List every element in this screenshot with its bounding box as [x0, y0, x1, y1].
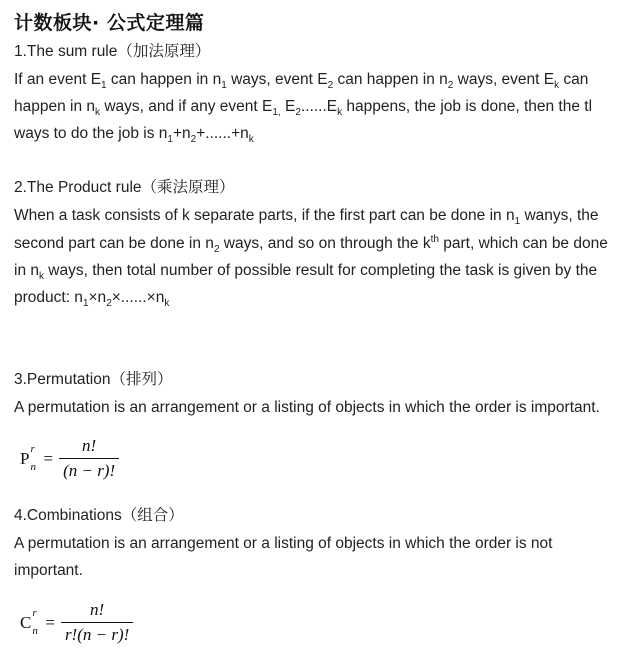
product-rule-line-3: in $n_k$ ways, then total number of possible result for completing the task is given by the	[14, 262, 598, 283]
combinations-line-1: A permutation is an arrangement or a listing of objects in which the order is not	[14, 535, 553, 552]
sum-rule-heading: 1.The sum rule（加法原理）	[14, 43, 211, 60]
combinations-line-2: important.	[14, 562, 83, 579]
permutation-text: A permutation is an arrangement or a listing of objects in which the order is important.	[14, 399, 600, 416]
product-rule-line-4: product: $n_1\times n_2\times......\times n_k$	[14, 289, 170, 310]
equals-sign: =	[45, 612, 55, 632]
combination-symbol: C r n	[20, 606, 38, 637]
combination-numerator: n!	[90, 600, 105, 619]
permutation-symbol: P r n	[20, 442, 36, 473]
permutation-numerator: n!	[82, 436, 97, 455]
sum-rule-line-1: If an event $E_1$ can happen in $n_1$ ways, event $E_2$ can happen in $n_2$ ways, event $E_k$ can	[14, 71, 589, 92]
permutation-denominator: (n − r)!	[63, 461, 116, 480]
permutation-fraction	[59, 436, 119, 481]
equals-sign: =	[43, 448, 54, 468]
product-rule-line-2: second part can be done in $n_2$ ways, and so on through the $k^{th}$ part, which can be done	[14, 233, 608, 256]
combination-fraction	[61, 600, 133, 645]
product-rule-line-1: When a task consists of k separate parts, if the first part can be done in $n_1$ wanys, the	[14, 207, 599, 228]
page-title: 计数板块· 公式定理篇	[14, 12, 205, 34]
product-rule-heading: 2.The Product rule（乘法原理）	[14, 179, 235, 196]
permutation-heading: 3.Permutation（排列）	[14, 371, 173, 388]
permutation-formula	[20, 436, 119, 481]
combinations-formula	[20, 600, 133, 645]
sum-rule-line-2: happen in $n_k$ ways, and if any event $E_{1,}$ $E_2......E_k$ happens, the job is done, then the tl	[14, 98, 593, 119]
combination-denominator: r!(n − r)!	[64, 625, 130, 644]
combinations-heading: 4.Combinations（组合）	[14, 507, 184, 524]
sum-rule-line-3: ways to do the job is $n_1+n_2+......+n_k$	[14, 125, 254, 146]
